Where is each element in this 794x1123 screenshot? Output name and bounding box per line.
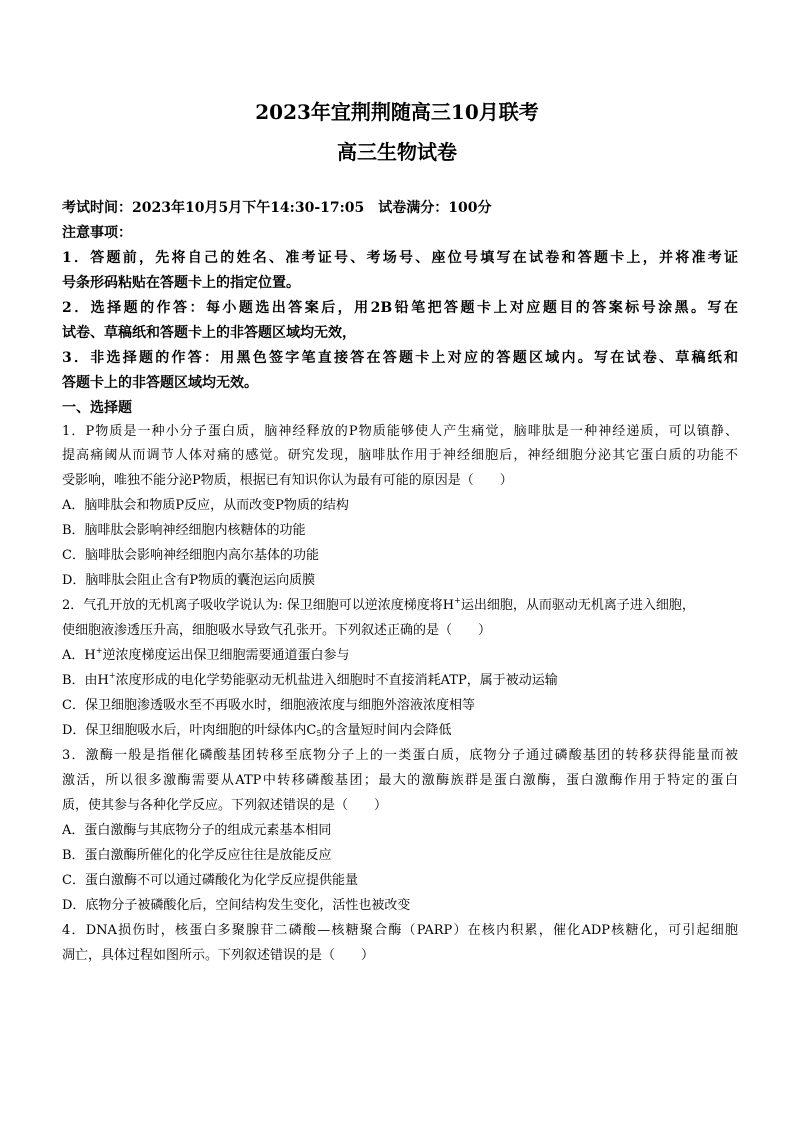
q2-a-post: 逆浓度梯度运出保卫细胞需要通道蛋白参与 <box>102 648 350 663</box>
q2-b-superscript: + <box>108 671 116 680</box>
question-1-stem-line-3: 受影响，唯独不能分泌P物质，根据已有知识你认为最有可能的原因是（ ） <box>62 473 513 488</box>
question-3-stem-line-2: 激活，所以很多激酶需要从ATP中转移磷酸基团；最大的激酶族群是蛋白激酶，蛋白激酶作用于特定的蛋白 <box>62 773 738 788</box>
note-2-line-1: 2．选择题的作答：每小题选出答案后，用2B铅笔把答题卡上对应题目的答案标号涂黑。写在 <box>62 300 738 316</box>
q2-l1-part-b: 运出细胞，从而驱动无机离子进入细胞， <box>460 598 695 613</box>
q2-b-pre: B．由H <box>62 673 109 688</box>
question-4-stem-line-2: 凋亡，具体过程如图所示。下列叙述错误的是（ ） <box>62 948 375 963</box>
question-2-option-a <box>62 646 738 666</box>
question-2-option-b <box>62 671 738 691</box>
question-4-stem-line-1: 4．DNA损伤时，核蛋白多聚腺苷二磷酸—核糖聚合酶（PARP）在核内积累，催化ADP核糖化，可引起细胞 <box>62 923 738 938</box>
note-1-line-1: 1．答题前，先将自己的姓名、准考证号、考场号、座位号填写在试卷和答题卡上，并将准考证 <box>62 250 738 266</box>
question-3-option-a: A．蛋白激酶与其底物分子的组成元素基本相同 <box>62 823 332 838</box>
note-3-line-2: 答题卡上的非答题区域均无效。 <box>62 375 258 391</box>
question-1-option-c: C．脑啡肽会影响神经细胞内高尔基体的功能 <box>62 548 319 563</box>
question-3-option-d: D．底物分子被磷酸化后，空间结构发生变化，活性也被改变 <box>62 898 411 913</box>
q2-d-post: 的含量短时间内会降低 <box>321 723 452 738</box>
question-1-stem-line-2: 提高痛阈从而调节人体对痛的感觉。研究发现，脑啡肽作用于神经细胞后，神经细胞分泌其它蛋白质的功能不 <box>62 448 738 463</box>
question-2-option-d <box>62 721 738 741</box>
question-2-stem-line-2: 使细胞液渗透压升高，细胞吸水导致气孔张开。下列叙述正确的是（ ） <box>62 623 492 638</box>
question-1-option-a: A．脑啡肽会和物质P反应，从而改变P物质的结构 <box>62 498 349 513</box>
q2-b-post: 浓度形成的电化学势能驱动无机盐进入细胞时不直接消耗ATP，属于被动运输 <box>115 673 558 688</box>
q2-a-superscript: + <box>95 646 103 655</box>
section-heading: 一、选择题 <box>62 400 132 416</box>
q2-a-pre: A．H <box>62 648 96 663</box>
q2-l1-part-a: 2．气孔开放的无机离子吸收学说认为: 保卫细胞可以逆浓度梯度将H <box>62 598 455 613</box>
question-3-option-b: B．蛋白激酶所催化的化学反应往往是放能反应 <box>62 848 332 863</box>
question-1-option-d: D．脑啡肽会阻止含有P物质的囊泡运向质膜 <box>62 573 316 588</box>
exam-subtitle: 高三生物试卷 <box>337 140 457 164</box>
note-2-line-2: 试卷、草稿纸和答题卡上的非答题区域均无效， <box>62 325 356 341</box>
note-1-line-2: 号条形码粘贴在答题卡上的指定位置。 <box>62 275 300 291</box>
notes-heading: 注意事项： <box>62 225 132 241</box>
exam-title: 2023年宜荆荆随高三10月联考 <box>255 100 539 124</box>
question-1-stem-line-1: 1．P物质是一种小分子蛋白质，脑神经释放的P物质能够使人产生痛觉，脑啡肽是一种神经递质，可以镇静、 <box>62 424 738 439</box>
q2-d-subscript: 5 <box>316 729 322 738</box>
q2-l1-superscript: + <box>454 596 461 605</box>
question-3-stem-line-3: 质，使其参与各种化学反应。下列叙述错误的是（ ） <box>62 798 388 813</box>
question-1-option-b: B．脑啡肽会影响神经细胞内核糖体的功能 <box>62 523 306 538</box>
q2-d-pre: D．保卫细胞吸水后，叶肉细胞的叶绿体内C <box>62 723 317 738</box>
question-2-option-c: C．保卫细胞渗透吸水至不再吸水时，细胞液浓度与细胞外溶液浓度相等 <box>62 698 475 713</box>
note-3-line-1: 3．非选择题的作答：用黑色签字笔直接答在答题卡上对应的答题区域内。写在试卷、草稿纸和 <box>62 350 738 366</box>
exam-info: 考试时间：2023年10月5月下午14:30-17:05 试卷满分：100分 <box>62 200 492 216</box>
question-3-stem-line-1: 3．激酶一般是指催化磷酸基团转移至底物分子上的一类蛋白质，底物分子通过磷酸基团的转移获得能量而被 <box>62 748 738 763</box>
question-3-option-c: C．蛋白激酶不可以通过磷酸化为化学反应提供能量 <box>62 873 358 888</box>
question-2-stem-line-1 <box>62 596 738 616</box>
